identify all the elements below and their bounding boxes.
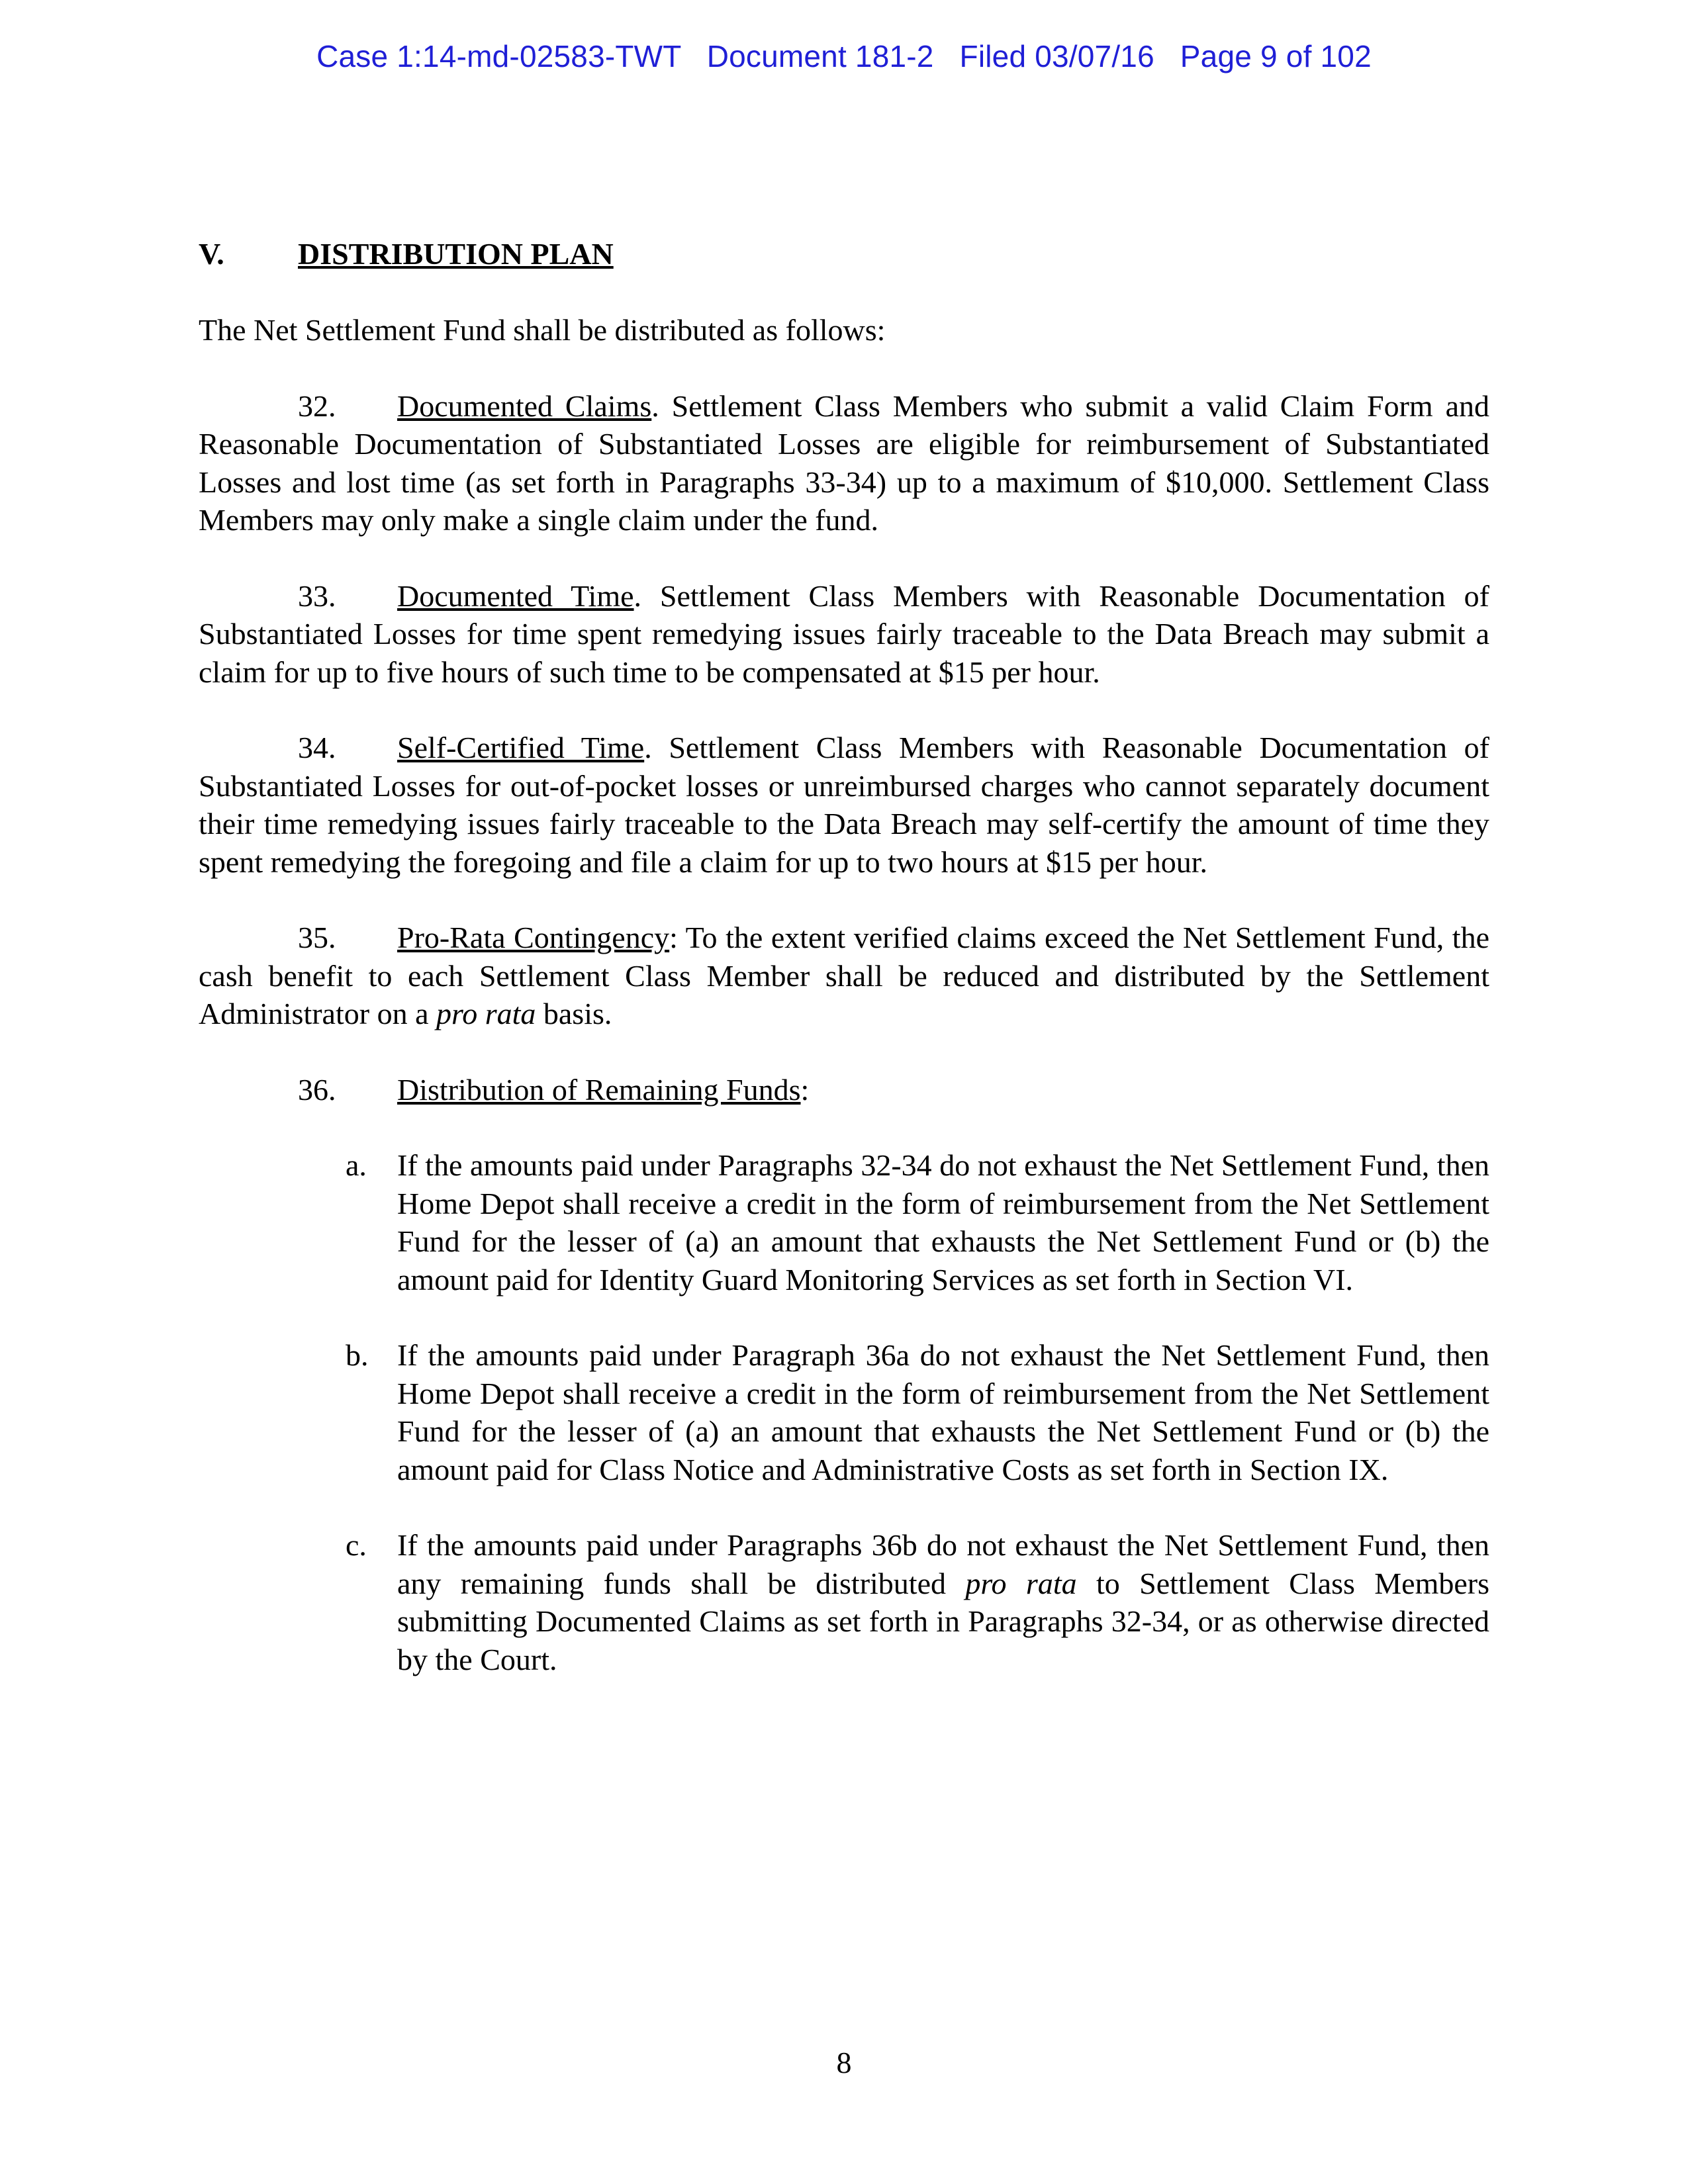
paragraph-34 (199, 729, 1489, 881)
subitem-b (199, 1336, 1489, 1488)
subitem-text: If the amounts paid under Paragraph 36a do not exhaust the Net Settlement Fund, then Home Depot shall receive a credit in the form of reimbursement from the Net Settlement Fund for the lesser of (a) an amount that exhausts the Net Settlement Fund or (b) the amount paid for Class Notice and Administrative Costs as set forth in Section IX. (397, 1338, 1489, 1486)
document-body (199, 235, 1489, 1716)
section-heading (199, 235, 1489, 273)
paragraph-number: 32. (298, 388, 336, 423)
italic-term: pro rata (965, 1566, 1077, 1600)
paragraph-text: . Settlement Class Members who submit a valid Claim Form and Reasonable Documentation of Substantiated Losses are eligible for reimbursement of Substantiated Losses and lost time (as set forth in Paragraphs 33-34) up to a maximum of $10,000. Settlement Class Members may only make a single claim under the fund. (199, 388, 1490, 537)
section-number: V. (199, 237, 224, 271)
paragraph-heading: Self-Certified Time (397, 731, 645, 764)
subitem-text: to Settlement Class Members submitting Documented Claims as set forth in Paragraphs 32-34, or as otherwise directed by the Court. (397, 1566, 1489, 1676)
paragraph-text: . Settlement Class Members with Reasonable Documentation of Substantiated Losses for time spent remedying issues fairly traceable to the Data Breach may submit a claim for up to five hours of such time to be compensated at $15 per hour. (199, 578, 1489, 689)
subitem-c (199, 1526, 1489, 1678)
section-title: DISTRIBUTION PLAN (298, 237, 614, 271)
case-header-stamp: Case 1:14-md-02583-TWT Document 181-2 Filed 03/07/16 Page 9 of 102 (316, 39, 1372, 73)
paragraph-number: 34. (298, 731, 336, 764)
paragraph-number: 36. (298, 1072, 336, 1107)
paragraph-text: : To the extent verified claims exceed the Net Settlement Fund, the cash benefit to each Settlement Class Member shall be reduced and distributed by the Settlement Administrator on a (199, 921, 1489, 1030)
subitem-text: If the amounts paid under Paragraphs 36b do not exhaust the Net Settlement Fund, then any remaining funds shall be distributed (397, 1528, 1489, 1600)
subitem-letter: c. (346, 1528, 367, 1562)
subitem-text: If the amounts paid under Paragraphs 32-34 do not exhaust the Net Settlement Fund, then Home Depot shall receive a credit in the form of reimbursement from the Net Settlement Fund for the lesser of (a) an amount that exhausts the Net Settlement Fund or (b) the amount paid for Identity Guard Monitoring Services as set forth in Section VI. (397, 1148, 1489, 1297)
paragraph-text: basis. (536, 997, 612, 1030)
subitem-letter: a. (346, 1148, 367, 1182)
paragraph-35 (199, 919, 1489, 1033)
paragraph-33 (199, 577, 1489, 692)
italic-term: pro rata (436, 997, 536, 1030)
paragraph-36 (199, 1071, 1489, 1109)
paragraph-text: . Settlement Class Members with Reasonable Documentation of Substantiated Losses for out-of-pocket losses or unreimbursed charges who cannot separately document their time remedying issues fairly traceable to the Data Breach may self-certify the amount of time they spent remedying the foregoing and file a claim for up to two hours at $15 per hour. (199, 731, 1490, 879)
paragraph-heading: Documented Claims (397, 388, 652, 423)
paragraph-number: 33. (298, 578, 336, 613)
paragraph-heading: Distribution of Remaining Funds (397, 1072, 801, 1107)
paragraph-heading: Documented Time (397, 578, 634, 613)
paragraph-text: : (800, 1072, 810, 1107)
page-number: 8 (836, 2046, 852, 2079)
subitem-letter: b. (346, 1338, 369, 1372)
paragraph-32 (199, 387, 1489, 539)
intro-paragraph: The Net Settlement Fund shall be distributed as follows: (199, 313, 886, 347)
paragraph-number: 35. (298, 921, 336, 954)
subitem-a (199, 1146, 1489, 1298)
paragraph-heading: Pro-Rata Contingency (397, 921, 670, 954)
